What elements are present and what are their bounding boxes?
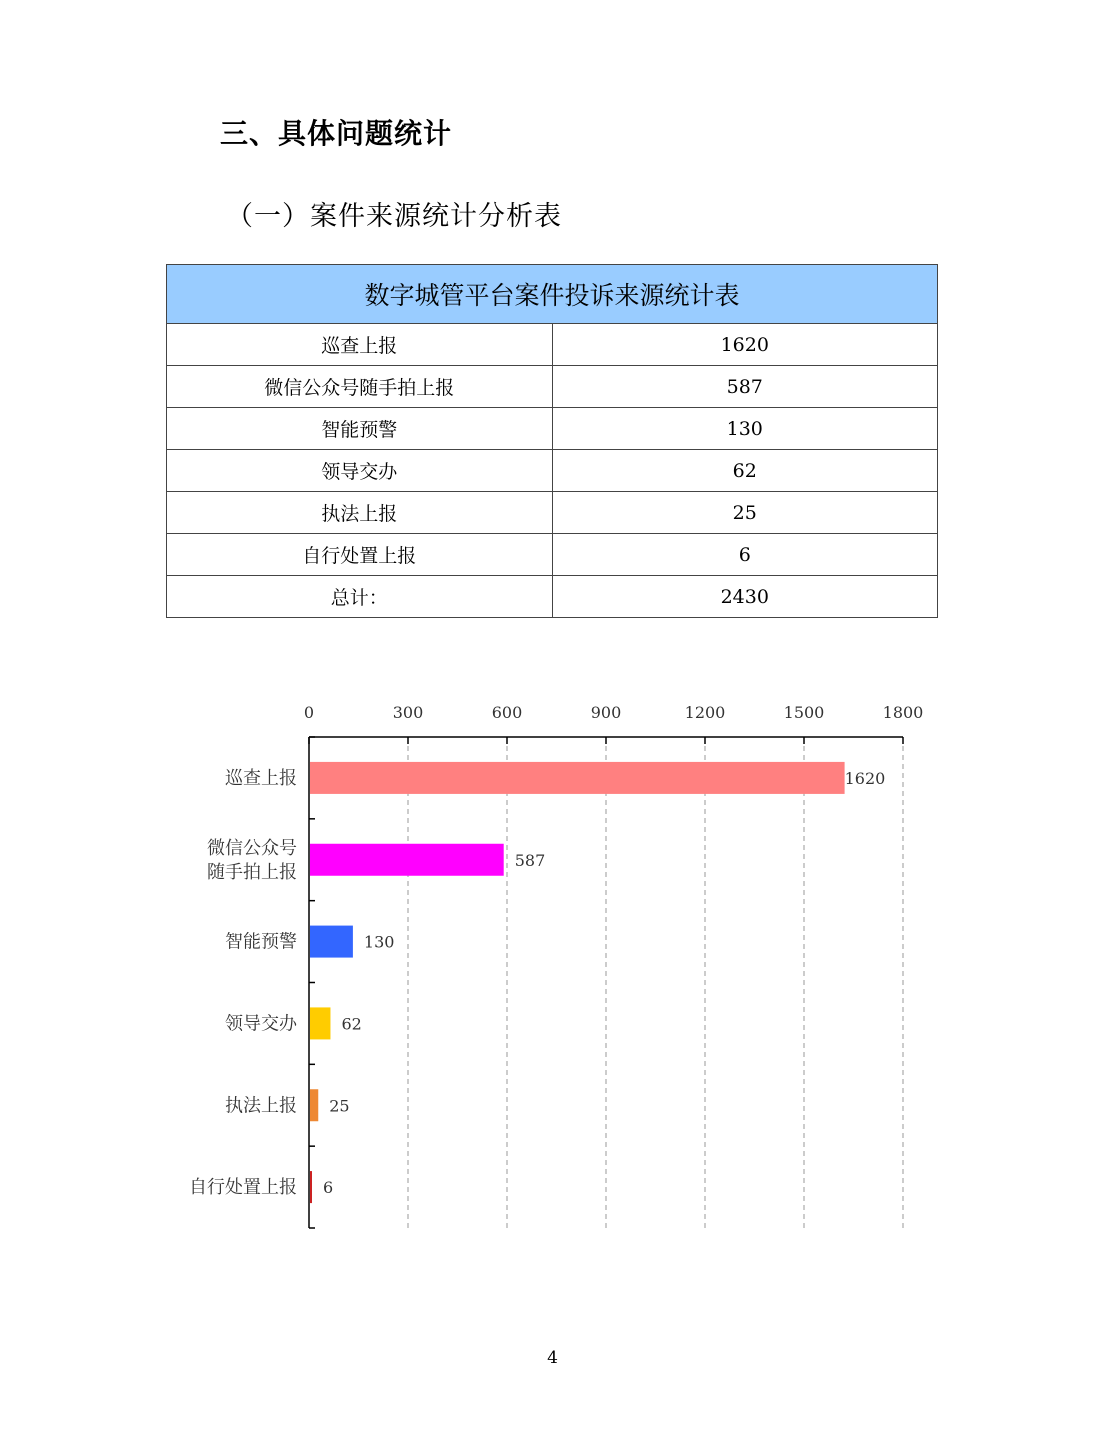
total-label-cell: 总计： [167, 576, 553, 618]
bar-value-label: 587 [514, 850, 546, 870]
subsection-heading: （一）案件来源统计分析表 [226, 201, 562, 232]
source-cell: 智能预警 [167, 408, 553, 450]
x-tick-label: 1200 [684, 703, 726, 722]
count-cell: 130 [552, 408, 938, 450]
bar-value-label: 62 [341, 1014, 362, 1034]
category-label [225, 932, 297, 953]
source-bar-chart [170, 690, 950, 1250]
x-tick-label: 600 [491, 703, 523, 722]
source-cell: 执法上报 [167, 492, 553, 534]
total-value-cell: 2430 [552, 576, 938, 618]
x-tick-label: 1500 [783, 703, 825, 722]
table-row [167, 450, 938, 492]
table-row [167, 366, 938, 408]
x-tick-label: 0 [303, 703, 315, 722]
table-row [167, 534, 938, 576]
bar [310, 844, 504, 876]
source-cell: 巡查上报 [167, 324, 553, 366]
category-label-line: 智能预警 [225, 931, 297, 953]
table-title-row [167, 265, 938, 324]
table-total-row [167, 576, 938, 618]
source-stats-table [166, 264, 938, 618]
category-label [207, 838, 297, 883]
category-label [225, 1094, 297, 1116]
table-title: 数字城管平台案件投诉来源统计表 [167, 265, 938, 324]
bar-chart-svg [170, 690, 950, 1250]
bar [310, 926, 353, 958]
category-label [225, 1013, 298, 1034]
bar [310, 1171, 312, 1203]
category-label-line: 执法上报 [225, 1095, 297, 1117]
page-number: 4 [547, 1348, 558, 1368]
table-row [167, 408, 938, 450]
bar-value-label: 6 [323, 1178, 334, 1198]
category-label-line: 领导交办 [225, 1013, 297, 1035]
category-label-line: 随手拍上报 [207, 861, 297, 883]
bar-value-label: 25 [329, 1096, 350, 1116]
count-cell: 1620 [552, 324, 938, 366]
category-label-line: 微信公众号 [207, 837, 297, 859]
category-label-line: 巡查上报 [225, 767, 297, 789]
source-cell: 领导交办 [167, 450, 553, 492]
count-cell: 25 [552, 492, 938, 534]
bar [310, 1089, 318, 1121]
source-cell: 自行处置上报 [167, 534, 553, 576]
category-label [225, 767, 297, 789]
bar-value-label: 130 [363, 932, 395, 952]
category-label [189, 1176, 297, 1198]
source-cell: 微信公众号随手拍上报 [167, 366, 553, 408]
bar [310, 762, 845, 794]
bar-value-label: 1620 [844, 768, 886, 788]
x-tick-label: 300 [392, 703, 424, 722]
x-tick-label: 1800 [882, 703, 924, 722]
table-row [167, 324, 938, 366]
count-cell: 6 [552, 534, 938, 576]
count-cell: 62 [552, 450, 938, 492]
bar [310, 1007, 330, 1039]
x-tick-label: 900 [590, 703, 622, 722]
count-cell: 587 [552, 366, 938, 408]
section-heading: 三、具体问题统计 [220, 117, 453, 150]
table-row [167, 492, 938, 534]
category-label-line: 自行处置上报 [189, 1177, 297, 1199]
